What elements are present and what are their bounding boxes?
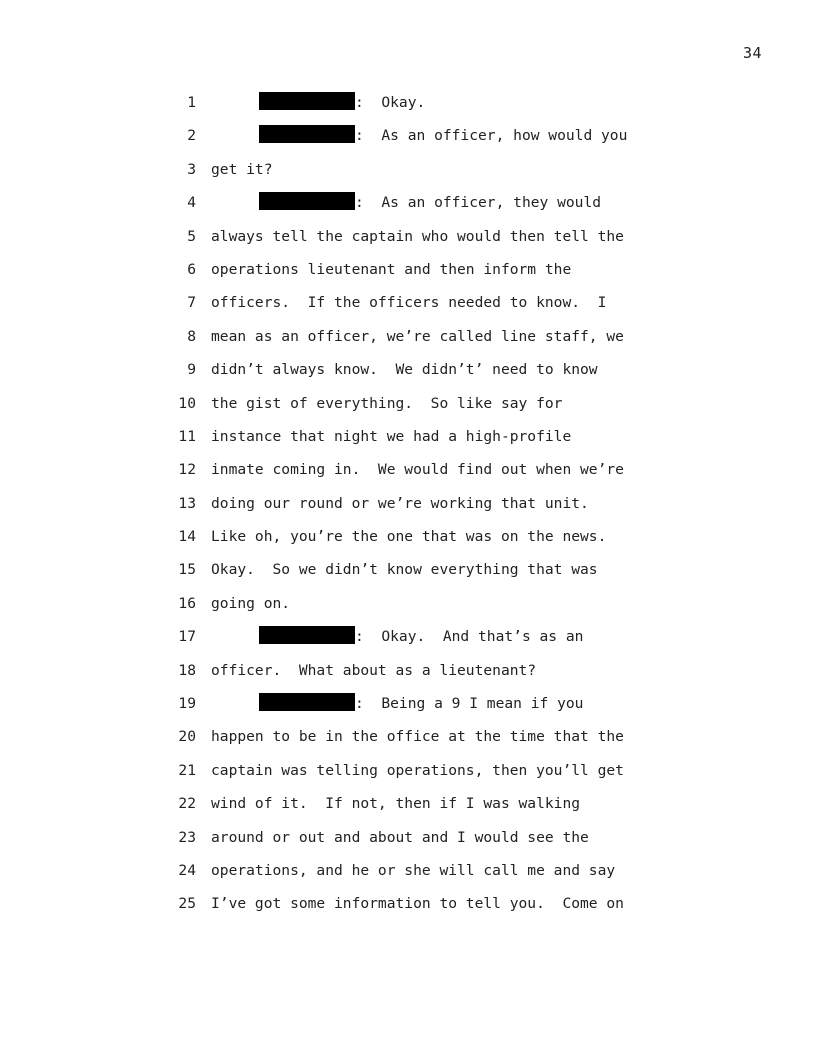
line-text-container — [259, 693, 583, 715]
line-text: As an officer, they would — [381, 194, 602, 212]
line-number: 1 — [187, 94, 196, 111]
line-text: Okay. — [381, 94, 426, 111]
page-number: 34 — [742, 44, 762, 62]
line-text-container — [211, 593, 290, 615]
transcript-line — [0, 860, 816, 893]
redacted-speaker-name — [259, 92, 355, 110]
line-text-container — [211, 426, 571, 448]
line-text: operations lieutenant and then inform the — [211, 260, 572, 278]
line-text: instance that night we had a high-profile — [211, 427, 572, 445]
transcript-line — [0, 493, 816, 526]
transcript-line — [0, 726, 816, 759]
line-text-container — [211, 760, 624, 782]
line-number: 5 — [187, 227, 196, 245]
line-text: inmate coming in. We would find out when we’re — [211, 461, 624, 479]
line-number: 16 — [178, 594, 196, 612]
transcript-line — [0, 259, 816, 292]
line-text-container — [211, 326, 624, 348]
redacted-speaker-name — [259, 693, 355, 711]
transcript-line — [0, 292, 816, 325]
line-text-container — [211, 559, 598, 581]
line-text: Being a 9 I mean if you — [381, 695, 584, 713]
line-text-container — [211, 459, 624, 481]
transcript-line — [0, 660, 816, 693]
line-text: doing our round or we’re working that unit. — [211, 494, 589, 512]
line-text-container — [211, 359, 598, 381]
transcript-line — [0, 159, 816, 192]
line-number: 21 — [178, 761, 196, 779]
line-number: 15 — [178, 561, 196, 579]
line-text-container — [259, 626, 583, 648]
transcript-line — [0, 92, 816, 125]
speaker-colon: : — [355, 94, 382, 111]
line-number: 10 — [178, 394, 196, 412]
line-text: always tell the captain who would then tell the — [211, 227, 624, 245]
transcript-line — [0, 593, 816, 626]
line-text: get it? — [211, 160, 273, 178]
line-text: going on. — [211, 594, 291, 612]
transcript-line — [0, 893, 816, 926]
line-number: 6 — [187, 260, 196, 278]
redacted-speaker-name — [259, 125, 355, 143]
speaker-colon: : — [355, 695, 382, 713]
line-text-container — [211, 493, 589, 515]
line-text-container — [211, 860, 615, 882]
line-number: 17 — [178, 628, 196, 646]
line-text-container — [211, 292, 606, 314]
line-text: captain was telling operations, then you’ll get — [211, 761, 624, 779]
line-number: 11 — [178, 427, 196, 445]
line-text: As an officer, how would you — [381, 127, 628, 145]
line-number: 18 — [178, 661, 196, 679]
line-text: Like oh, you’re the one that was on the news. — [211, 528, 607, 546]
line-number: 3 — [187, 160, 196, 178]
line-number: 22 — [178, 795, 196, 813]
line-text-container — [211, 793, 580, 815]
transcript-line — [0, 459, 816, 492]
line-text-container — [211, 660, 536, 682]
transcript-line — [0, 393, 816, 426]
transcript-line — [0, 526, 816, 559]
line-text-container — [211, 393, 562, 415]
line-text-container — [211, 259, 571, 281]
speaker-colon: : — [355, 194, 382, 212]
line-number: 13 — [178, 494, 196, 512]
transcript-line — [0, 693, 816, 726]
line-text: didn’t always know. We didn’t’ need to know — [211, 361, 598, 379]
line-text: Okay. So we didn’t know everything that was — [211, 561, 598, 579]
line-text-container — [211, 726, 624, 748]
line-number: 14 — [178, 528, 196, 546]
transcript-line — [0, 559, 816, 592]
transcript-line — [0, 827, 816, 860]
line-text-container — [211, 526, 606, 548]
transcript-line — [0, 192, 816, 225]
transcript-line — [0, 326, 816, 359]
transcript-line — [0, 626, 816, 659]
line-text-container — [259, 192, 601, 214]
line-number: 4 — [187, 194, 196, 212]
line-number: 9 — [187, 361, 196, 379]
line-text: I’ve got some information to tell you. Come on — [211, 895, 624, 913]
transcript-line — [0, 760, 816, 793]
line-number: 7 — [187, 294, 196, 312]
line-text-container — [259, 125, 627, 147]
redacted-speaker-name — [259, 192, 355, 210]
speaker-colon: : — [355, 628, 382, 646]
transcript-line — [0, 125, 816, 158]
line-text-container — [259, 92, 425, 114]
line-number: 25 — [178, 895, 196, 913]
line-number: 23 — [178, 828, 196, 846]
line-number: 12 — [178, 461, 196, 479]
line-text: wind of it. If not, then if I was walking — [211, 795, 581, 813]
line-text: around or out and about and I would see the — [211, 828, 589, 846]
line-text-container — [211, 827, 589, 849]
transcript-body — [0, 92, 816, 927]
line-text-container — [211, 159, 273, 181]
line-text: happen to be in the office at the time that the — [211, 728, 624, 746]
line-number: 2 — [187, 127, 196, 145]
line-text: operations, and he or she will call me and say — [211, 861, 616, 879]
line-text: mean as an officer, we’re called line staff, we — [211, 327, 624, 345]
line-number: 20 — [178, 728, 196, 746]
line-text-container — [211, 226, 624, 248]
line-number: 24 — [178, 861, 196, 879]
redacted-speaker-name — [259, 626, 355, 644]
transcript-line — [0, 359, 816, 392]
line-text: officers. If the officers needed to know. I — [211, 294, 607, 312]
line-text-container — [211, 893, 624, 915]
line-number: 8 — [187, 327, 196, 345]
speaker-colon: : — [355, 127, 382, 145]
transcript-line — [0, 426, 816, 459]
line-text: Okay. And that’s as an — [381, 628, 584, 646]
line-text: officer. What about as a lieutenant? — [211, 661, 537, 679]
transcript-line — [0, 793, 816, 826]
line-text: the gist of everything. So like say for — [211, 394, 563, 412]
line-number: 19 — [178, 695, 196, 713]
transcript-line — [0, 226, 816, 259]
